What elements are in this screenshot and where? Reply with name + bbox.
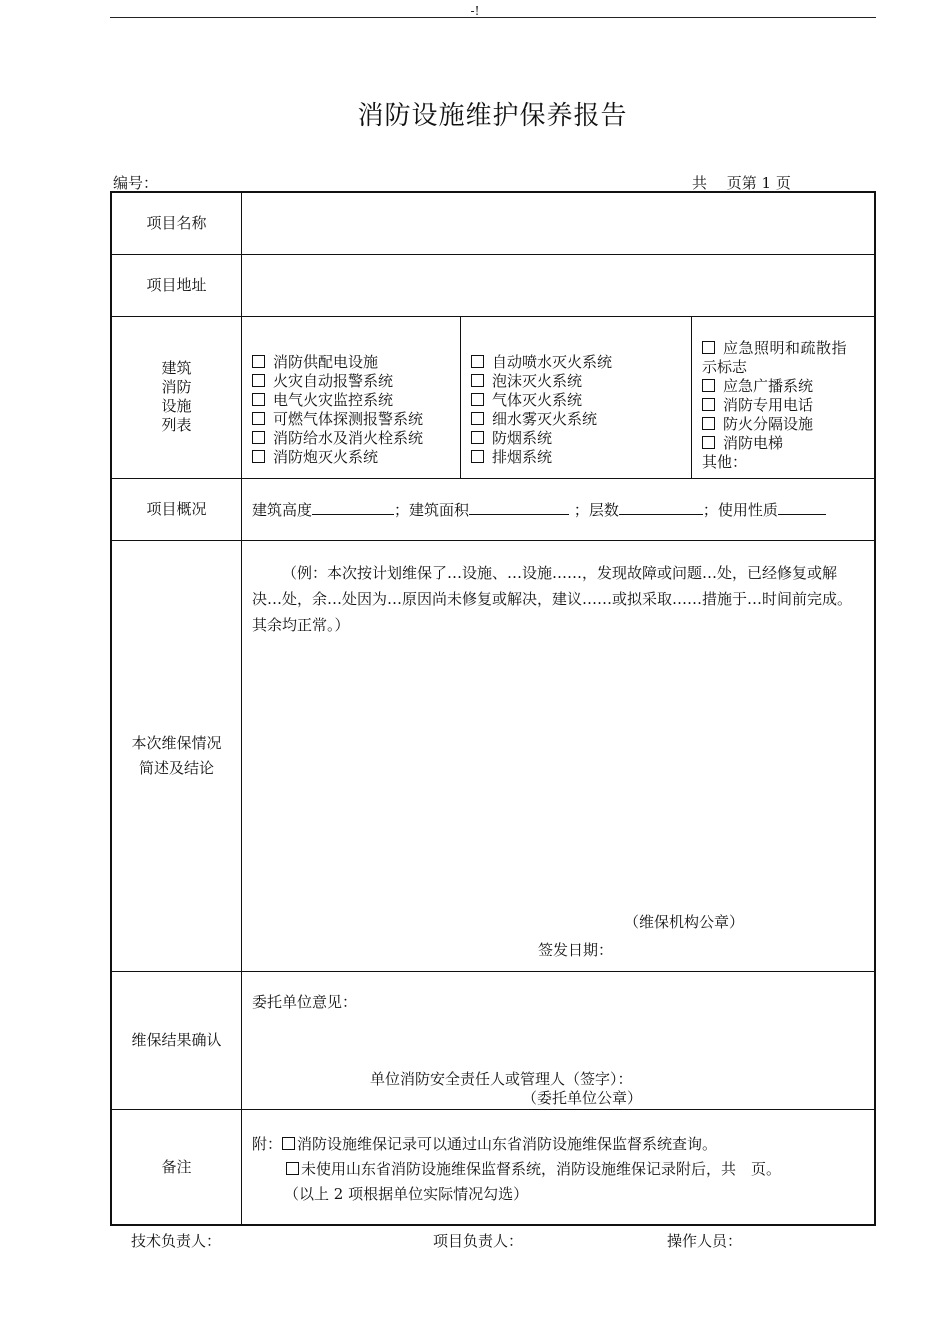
checkbox-item[interactable] [471,448,691,467]
checkbox-label: 消防电梯 [723,433,784,452]
checkbox-icon[interactable] [471,431,484,444]
remarks-label: 备注 [111,1109,242,1225]
checkbox-label: 应急照明和疏散指 [723,338,848,357]
project-address-label: 项目地址 [111,254,242,316]
checkbox-label: 消防炮灭火系统 [273,448,379,466]
responsible-person-signature-label: 单位消防安全责任人或管理人（签字）： [370,1069,633,1088]
checkbox-label: 自动喷水灭火系统 [492,353,613,371]
building-height-field[interactable] [312,500,394,515]
checkbox-item[interactable] [702,415,874,434]
checkbox-item[interactable] [471,353,691,372]
floors-label: 层数 [588,500,619,519]
remarks-prefix: 附： [252,1134,283,1153]
checkbox-icon[interactable] [702,379,715,392]
summary-label-line: 简述及结论 [138,758,214,777]
separator: ； [573,500,589,519]
summary-example-text: （例：本次按计划维保了…设施、…设施……，发现故障或问题…处，已经修复或解决…处，余…处因为…原因尚未修复或解决，建议……或拟采取……措施于…时间前完成。其余均正常。） [252,563,853,634]
client-seal-label: （委托单位公章） [522,1088,643,1107]
overview-label: 项目概况 [111,478,242,540]
facility-col-1 [242,317,461,478]
row-project-address [111,254,875,316]
remarks-line [252,1132,874,1157]
checkbox-item[interactable] [471,410,691,429]
page-title: 消防设施维护保养报告 [357,101,628,131]
checkbox-icon[interactable] [252,374,265,387]
checkbox-icon[interactable] [252,393,265,406]
other-label: 其他： [702,452,748,471]
issue-date-label: 签发日期： [538,940,614,959]
checkbox-label: 气体灭火系统 [492,391,583,409]
checkbox-icon[interactable] [702,436,715,449]
checkbox-label: 泡沫灭火系统 [492,372,583,390]
checkbox-item[interactable] [471,429,691,448]
summary-cell[interactable] [242,540,876,971]
checkbox-label: 排烟系统 [492,448,553,466]
facility-col-3 [692,317,875,478]
checkbox-label: 消防供配电设施 [273,353,379,371]
checkbox-icon[interactable] [252,431,265,444]
checkbox-item[interactable] [702,377,874,396]
checkbox-label: 电气火灾监控系统 [273,391,394,409]
confirm-label: 维保结果确认 [111,971,242,1109]
checkbox-icon[interactable] [252,355,265,368]
page-info: 共 页第 1 页 [692,174,791,192]
overview-cell [242,478,876,540]
facility-list-label [111,316,242,478]
checkbox-icon[interactable] [286,1162,299,1175]
checkbox-icon[interactable] [471,355,484,368]
checkbox-icon[interactable] [702,417,715,430]
remarks-option-2: 未使用山东省消防设施维保监督系统，消防设施维保记录附后，共 页。 [301,1159,782,1178]
checkbox-icon[interactable] [471,393,484,406]
checkbox-label: 消防给水及消火栓系统 [273,429,424,447]
checkbox-item[interactable] [252,353,460,372]
checkbox-item[interactable] [252,372,460,391]
remarks-option-1: 消防设施维保记录可以通过山东省消防设施维保监督系统查询。 [297,1134,718,1153]
client-opinion-label: 委托单位意见： [252,992,358,1011]
separator: ； [702,500,718,519]
checkbox-icon[interactable] [252,412,265,425]
tech-lead-label: 技术负责人： [131,1232,222,1250]
checkbox-icon[interactable] [252,450,265,463]
facility-col-2 [461,317,692,478]
header-mark: -! [470,4,480,18]
facility-checklist-cell [242,316,876,478]
checkbox-icon[interactable] [471,412,484,425]
checkbox-item[interactable] [702,339,874,358]
facility-checklist [242,317,874,478]
checkbox-label: 火灾自动报警系统 [273,372,394,390]
project-lead-label: 项目负责人： [433,1232,524,1250]
usage-field[interactable] [778,500,826,515]
checkbox-label-cont: 示标志 [702,357,748,376]
header-rule [110,17,876,18]
checkbox-item[interactable] [471,372,691,391]
maintenance-seal-label: （维保机构公章） [624,912,745,931]
building-area-label: 建筑面积 [409,500,470,519]
checkbox-item[interactable] [252,429,460,448]
serial-label: 编号： [113,174,159,192]
building-area-field[interactable] [469,500,569,515]
checkbox-label: 防烟系统 [492,429,553,447]
checkbox-icon[interactable] [471,450,484,463]
row-project-name [111,192,875,254]
checkbox-icon[interactable] [702,341,715,354]
checkbox-label: 消防专用电话 [723,395,814,414]
project-address-field[interactable] [242,254,876,316]
summary-label [111,540,242,971]
row-facility-list [111,316,875,478]
checkbox-label: 细水雾灭火系统 [492,410,598,428]
operator-label: 操作人员： [667,1232,743,1250]
remarks-cell [242,1109,876,1225]
usage-label: 使用性质 [717,500,778,519]
checkbox-item[interactable] [702,434,874,453]
confirm-cell[interactable] [242,971,876,1109]
separator: ； [394,500,410,519]
remarks-note: （以上 2 项根据单位实际情况勾选） [284,1184,529,1203]
facility-label-line: 列表 [161,416,192,434]
checkbox-label: 可燃气体探测报警系统 [273,410,424,428]
remarks-line [252,1157,874,1182]
row-summary [111,540,875,971]
checkbox-icon[interactable] [702,398,715,411]
checkbox-item[interactable] [702,396,874,415]
checkbox-label: 防火分隔设施 [723,414,814,433]
checkbox-item[interactable] [471,391,691,410]
checkbox-icon[interactable] [471,374,484,387]
facility-label-line: 设施 [161,397,192,415]
row-remarks [111,1109,875,1225]
checkbox-label: 应急广播系统 [723,376,814,395]
row-confirm [111,971,875,1109]
project-name-label: 项目名称 [111,192,242,254]
row-overview [111,478,875,540]
checkbox-item[interactable] [252,391,460,410]
checkbox-item[interactable] [252,448,460,467]
checkbox-icon[interactable] [282,1137,295,1150]
building-height-label: 建筑高度 [252,500,313,519]
floors-field[interactable] [619,500,703,515]
summary-label-line: 本次维保情况 [131,733,222,752]
facility-label-line: 建筑 [161,359,192,377]
facility-label-line: 消防 [161,378,192,396]
checkbox-item[interactable] [252,410,460,429]
project-name-field[interactable] [242,192,876,254]
report-form [110,191,876,1226]
